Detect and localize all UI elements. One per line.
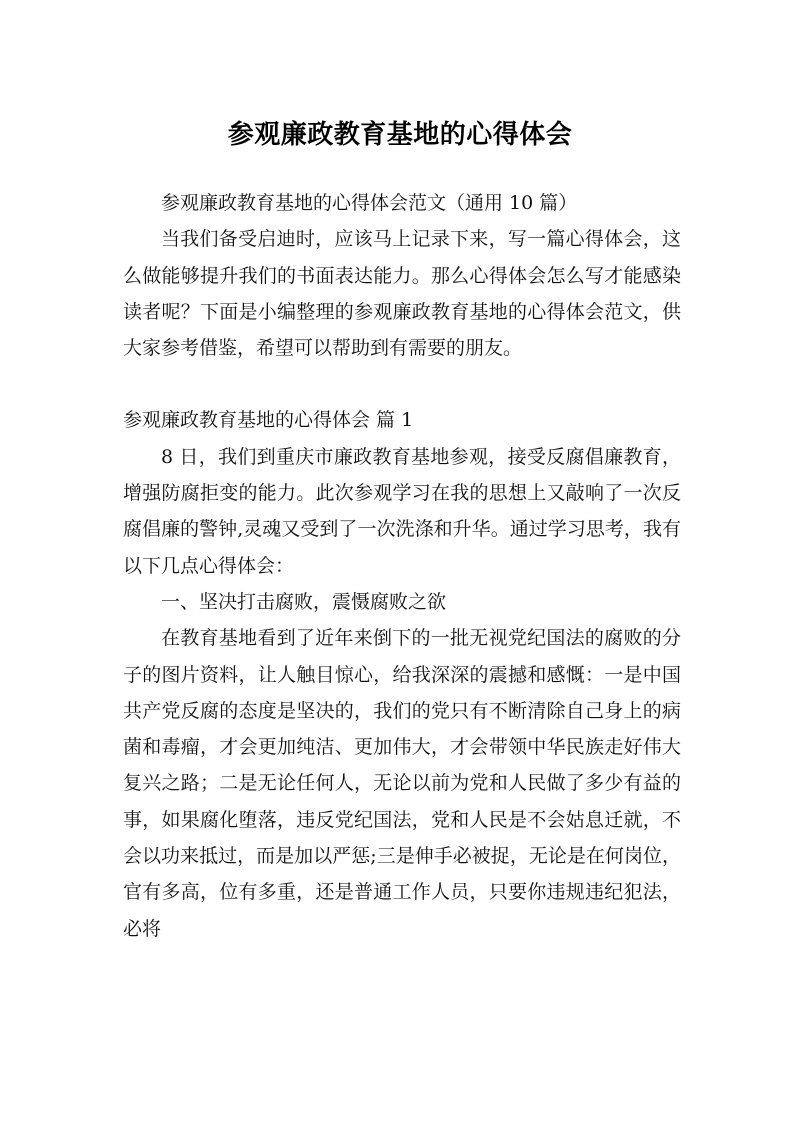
- document-title: 参观廉政教育基地的心得体会: [227, 120, 573, 151]
- document-body: [123, 185, 681, 947]
- section-paragraph-2: 在教育基地看到了近年来倒下的一批无视党纪国法的腐败的分子的图片资料，让人触目惊心，给我深深的震撼和感慨：一是中国共产党反腐的态度是坚决的，我们的党只有不断清除自己身上的病菌和毒瘤，才会更加纯洁、更加伟大，才会带领中华民族走好伟大复兴之路；二是无论任何人，无论以前为党和人民做了多少有益的事，如果腐化堕落，违反党纪国法，党和人民是不会姑息迁就，不会以功来抵过，而是加以严惩;三是伸手必被捉，无论是在何岗位，官有多高，位有多重，还是普通工作人员，只要你违规违纪犯法，必将: [123, 627, 681, 940]
- intro-paragraph: 当我们备受启迪时，应该马上记录下来，写一篇心得体会，这么做能够提升我们的书面表达能力。那么心得体会怎么写才能感染读者呢？下面是小编整理的参观廉政教育基地的心得体会范文，供大家参考借鉴，希望可以帮助到有需要的朋友。: [123, 228, 681, 360]
- section-heading: 参观廉政教育基地的心得体会 篇 1: [123, 409, 414, 432]
- point-heading-1: 一、坚决打击腐败，震慑腐败之欲: [161, 590, 447, 613]
- intro-heading: 参观廉政教育基地的心得体会范文（通用 10 篇）: [161, 192, 578, 214]
- section-paragraph-1: 8 日，我们到重庆市廉政教育基地参观，接受反腐倡廉教育，增强防腐拒变的能力。此次参观学习在我的思想上又敲响了一次反腐倡廉的警钟,灵魂又受到了一次洗涤和升华。通过学习思考，我有以下几点心得体会：: [123, 445, 681, 577]
